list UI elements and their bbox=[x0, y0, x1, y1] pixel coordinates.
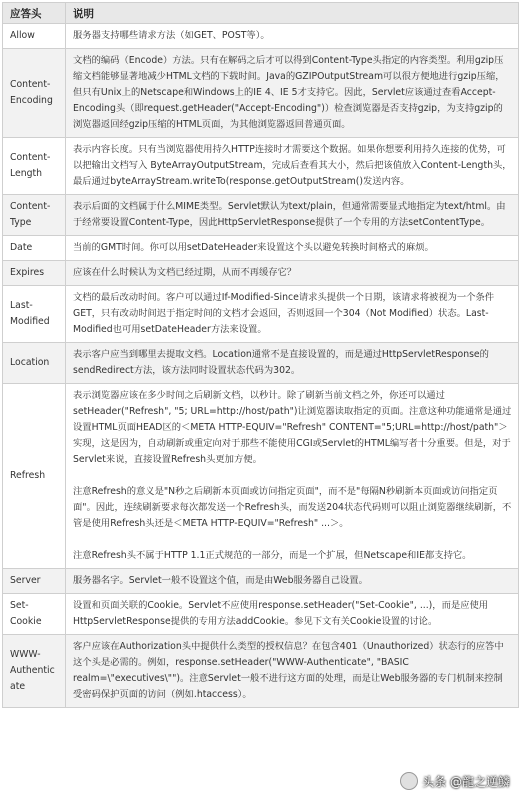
header-name: Location bbox=[3, 343, 66, 384]
description-paragraph: 当前的GMT时间。你可以用setDateHeader来设置这个头以避免转换时间格式的麻烦。 bbox=[73, 242, 434, 253]
avatar-icon bbox=[400, 772, 418, 790]
http-response-headers-table-wrapper bbox=[2, 2, 518, 708]
header-description bbox=[66, 384, 519, 569]
description-paragraph: 服务器支持哪些请求方法（如GET、POST等）。 bbox=[73, 30, 270, 41]
table-row bbox=[3, 286, 519, 343]
header-name: Set-Cookie bbox=[3, 594, 66, 635]
header-name: Allow bbox=[3, 24, 66, 49]
table-row bbox=[3, 594, 519, 635]
header-name: Server bbox=[3, 569, 66, 594]
table-row bbox=[3, 569, 519, 594]
header-description bbox=[66, 138, 519, 195]
table-row bbox=[3, 261, 519, 286]
header-name: Refresh bbox=[3, 384, 66, 569]
table-row bbox=[3, 138, 519, 195]
table-row bbox=[3, 343, 519, 384]
description-paragraph: 注意Refresh的意义是"N秒之后刷新本页面或访问指定页面"，而不是"每隔N秒刷新本页面或访问指定页面"。因此，连续刷新要求每次都发送一个Refresh头，而发送204状态代码则可以阻止浏览器继续刷新，不管是使用Refresh头还是＜META HTTP-EQUIV="Refresh" ...＞。 bbox=[73, 486, 512, 529]
header-name: Content-Length bbox=[3, 138, 66, 195]
table-row bbox=[3, 24, 519, 49]
header-description bbox=[66, 569, 519, 594]
table-body bbox=[3, 24, 519, 708]
description-paragraph: 表示客户应当到哪里去提取文档。Location通常不是直接设置的，而是通过HttpServletResponse的sendRedirect方法，该方法同时设置状态代码为302。 bbox=[73, 349, 489, 376]
description-paragraph: 客户应该在Authorization头中提供什么类型的授权信息？在包含401（Unauthorized）状态行的应答中这个头是必需的。例如，response.setHeader("WWW-Authenticate", "BASIC realm=\"executives\"")。注意Servlet一般不进行这方面的处理，而是让Web服务器的专门机制来控制受密码保护页面的访问（例如.htaccess）。 bbox=[73, 641, 504, 700]
table-row bbox=[3, 195, 519, 236]
header-description bbox=[66, 195, 519, 236]
header-description bbox=[66, 286, 519, 343]
header-description bbox=[66, 594, 519, 635]
header-name: Date bbox=[3, 236, 66, 261]
description-paragraph: 服务器名字。Servlet一般不设置这个值，而是由Web服务器自己设置。 bbox=[73, 575, 368, 586]
description-paragraph: 表示内容长度。只有当浏览器使用持久HTTP连接时才需要这个数据。如果你想要利用持久连接的优势，可以把输出文档写入 ByteArrayOutputStream，完成后查看其大小，然后把该值放入Content-Length头，最后通过byteArrayStream.writeTo(response.getOutputStream()发送内容。 bbox=[73, 144, 512, 187]
description-paragraph: 应该在什么时候认为文档已经过期，从而不再缓存它？ bbox=[73, 267, 297, 278]
header-description bbox=[66, 236, 519, 261]
header-description bbox=[66, 24, 519, 49]
watermark-text: 头条 @龍之逆鱗 bbox=[422, 774, 510, 789]
description-paragraph: 设置和页面关联的Cookie。Servlet不应使用response.setHeader("Set-Cookie", ...)，而是应使用HttpServletResponse提供的专用方法addCookie。参见下文有关Cookie设置的讨论。 bbox=[73, 600, 489, 627]
description-paragraph: 表示浏览器应该在多少时间之后刷新文档，以秒计。除了刷新当前文档之外，你还可以通过setHeader("Refresh", "5; URL=http://host/path")让浏览器读取指定的页面。注意这种功能通常是通过设置HTML页面HEAD区的＜META HTTP-EQUIV="Refresh" CONTENT="5;URL=http://host/path"＞实现，这是因为，自动刷新或重定向对于那些不能使用CGI或Servlet的HTML编写者十分重要。但是，对于Servlet来说，直接设置Refresh头更加方便。 bbox=[73, 390, 512, 465]
header-description bbox=[66, 49, 519, 138]
table-row bbox=[3, 384, 519, 569]
header-description bbox=[66, 635, 519, 708]
description-paragraph: 注意Refresh头不属于HTTP 1.1正式规范的一部分，而是一个扩展，但Netscape和IE都支持它。 bbox=[73, 550, 472, 561]
header-name: Last-Modified bbox=[3, 286, 66, 343]
http-response-headers-table bbox=[2, 2, 519, 708]
description-paragraph: 表示后面的文档属于什么MIME类型。Servlet默认为text/plain，但通常需要显式地指定为text/html。由于经常要设置Content-Type，因此HttpServletResponse提供了一个专用的方法setContentType。 bbox=[73, 201, 506, 228]
header-row bbox=[3, 3, 519, 24]
header-col-description: 说明 bbox=[66, 3, 519, 24]
description-paragraph: 文档的编码（Encode）方法。只有在解码之后才可以得到Content-Type头指定的内容类型。利用gzip压缩文档能够显著地减少HTML文档的下载时间。Java的GZIPOutputStream可以很方便地进行gzip压缩，但只有Unix上的Netscape和Windows上的IE 4、IE 5才支持它。因此，Servlet应该通过查看Accept-Encoding头（即request.getHeader("Accept-Encoding")）检查浏览器是否支持gzip，为支持gzip的浏览器返回经gzip压缩的HTML页面，为其他浏览器返回普通页面。 bbox=[73, 55, 505, 130]
table-row bbox=[3, 635, 519, 708]
header-name: Content-Encoding bbox=[3, 49, 66, 138]
header-description bbox=[66, 343, 519, 384]
header-name: WWW-Authenticate bbox=[3, 635, 66, 708]
header-name: Expires bbox=[3, 261, 66, 286]
table-row bbox=[3, 49, 519, 138]
header-description bbox=[66, 261, 519, 286]
description-paragraph: 文档的最后改动时间。客户可以通过If-Modified-Since请求头提供一个日期，该请求将被视为一个条件GET，只有改动时间迟于指定时间的文档才会返回，否则返回一个304（Not Modified）状态。Last-Modified也可用setDateHeader方法来设置。 bbox=[73, 292, 495, 335]
header-name: Content-Type bbox=[3, 195, 66, 236]
table-header bbox=[3, 3, 519, 24]
watermark bbox=[400, 772, 510, 790]
table-row bbox=[3, 236, 519, 261]
header-col-name: 应答头 bbox=[3, 3, 66, 24]
